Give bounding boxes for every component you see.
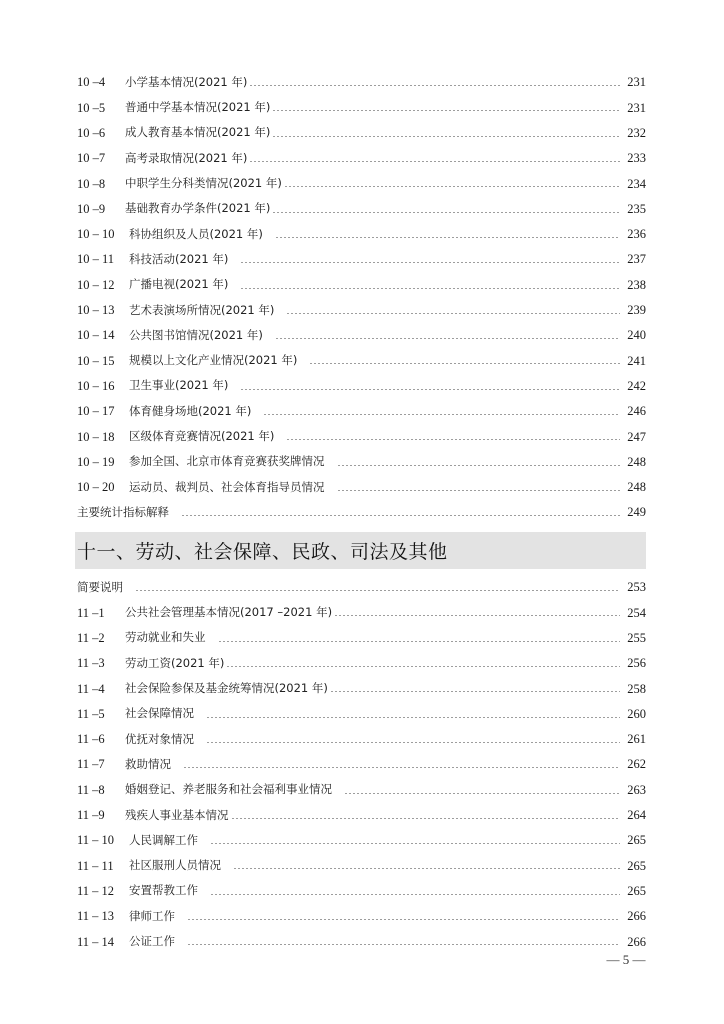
toc-entry[interactable] — [77, 676, 646, 701]
dot-leader — [263, 414, 620, 415]
toc-entry[interactable] — [77, 904, 646, 929]
toc-entry[interactable] — [77, 222, 646, 247]
entry-page: 255 — [627, 630, 646, 645]
entry-title: 残疾人事业基本情况 — [125, 807, 229, 822]
dot-leader — [275, 237, 620, 238]
toc-entry[interactable] — [77, 424, 646, 449]
entry-title: 基础教育办学条件(2021 年) — [125, 201, 271, 216]
entry-title: 安置帮教工作 — [129, 883, 198, 898]
toc-entry[interactable] — [77, 171, 646, 196]
toc-entry-appendix[interactable] — [77, 500, 646, 525]
dot-leader — [272, 110, 620, 111]
toc-entry[interactable] — [77, 777, 646, 802]
entry-title: 普通中学基本情况(2021 年) — [125, 100, 271, 115]
entry-number: 11 – 13 — [77, 909, 115, 924]
entry-page: 231 — [627, 100, 646, 115]
entry-page: 248 — [627, 454, 646, 469]
entry-number: 10 –7 — [77, 151, 106, 166]
entry-number: 11 –7 — [77, 757, 105, 772]
toc-entry[interactable] — [77, 374, 646, 399]
entry-title: 广播电视(2021 年) — [129, 277, 229, 292]
toc-entry[interactable] — [77, 272, 646, 297]
entry-number: 10 –6 — [77, 125, 106, 140]
entry-title: 公共图书馆情况(2021 年) — [129, 327, 263, 342]
dot-leader — [337, 465, 621, 466]
entry-number: 10 – 15 — [77, 353, 115, 368]
entry-number: 11 –2 — [77, 630, 105, 645]
dot-leader — [231, 818, 621, 819]
entry-title: 区级体育竞赛情况(2021 年) — [129, 429, 275, 444]
toc-entry[interactable] — [77, 146, 646, 171]
dot-leader — [181, 515, 620, 516]
entry-title: 卫生事业(2021 年) — [129, 378, 229, 393]
toc-entry[interactable] — [77, 828, 646, 853]
dot-leader — [249, 161, 620, 162]
dot-leader — [210, 894, 620, 895]
toc-entry[interactable] — [77, 651, 646, 676]
entry-number: 11 – 14 — [77, 934, 115, 949]
entry-number: 10 – 10 — [77, 227, 115, 242]
entry-page: 265 — [627, 833, 646, 848]
entry-page: 238 — [627, 277, 646, 292]
dot-leader — [218, 641, 621, 642]
entry-page: 236 — [627, 227, 646, 242]
section-heading-banner — [75, 532, 646, 569]
entry-page: 266 — [627, 934, 646, 949]
dot-leader — [272, 136, 620, 137]
entry-page: 265 — [627, 883, 646, 898]
toc-entry[interactable] — [77, 298, 646, 323]
entry-title: 体育健身场地(2021 年) — [129, 403, 252, 418]
dot-leader — [206, 717, 620, 718]
entry-title: 婚姻登记、养老服务和社会福利事业情况 — [125, 782, 332, 797]
entry-title: 人民调解工作 — [129, 832, 198, 847]
dot-leader — [309, 363, 620, 364]
toc-entry[interactable] — [77, 348, 646, 373]
entry-title: 科协组织及人员(2021 年) — [129, 226, 263, 241]
entry-title: 艺术表演场所情况(2021 年) — [129, 302, 275, 317]
entry-number: 10 –9 — [77, 201, 106, 216]
toc-entry[interactable] — [77, 626, 646, 651]
entry-title: 社会保障情况 — [125, 706, 194, 721]
dot-leader — [233, 868, 620, 869]
entry-page: 256 — [627, 656, 646, 671]
entry-page: 237 — [627, 252, 646, 267]
entry-title: 社会保险参保及基金统筹情况(2021 年) — [125, 681, 328, 696]
entry-page: 254 — [627, 605, 646, 620]
entry-page: 247 — [627, 429, 646, 444]
toc-entry[interactable] — [77, 752, 646, 777]
entry-number: 10 –5 — [77, 100, 106, 115]
toc-entry[interactable] — [77, 196, 646, 221]
entry-title: 中职学生分科类情况(2021 年) — [125, 176, 282, 191]
toc-entry[interactable] — [77, 323, 646, 348]
entry-title: 高考录取情况(2021 年) — [125, 150, 248, 165]
entry-number: 10 – 18 — [77, 429, 115, 444]
entry-title: 运动员、裁判员、社会体育指导员情况 — [129, 479, 325, 494]
dot-leader — [337, 490, 621, 491]
entry-title: 律师工作 — [129, 908, 175, 923]
entry-title: 主要统计指标解释 — [77, 504, 169, 519]
dot-leader — [286, 313, 620, 314]
dot-leader — [210, 843, 620, 844]
entry-page: 260 — [627, 706, 646, 721]
toc-entry[interactable] — [77, 879, 646, 904]
entry-page: 253 — [627, 580, 646, 595]
entry-number: 11 –1 — [77, 605, 105, 620]
entry-title: 科技活动(2021 年) — [129, 251, 229, 266]
toc-section-11 — [77, 575, 646, 954]
entry-number: 11 –4 — [77, 681, 105, 696]
entry-page: 258 — [627, 681, 646, 696]
dot-leader — [330, 691, 620, 692]
entry-title: 优抚对象情况 — [125, 731, 194, 746]
entry-number: 11 – 11 — [77, 858, 114, 873]
toc-entry[interactable] — [77, 853, 646, 878]
entry-number: 10 – 12 — [77, 277, 115, 292]
entry-title: 简要说明 — [77, 579, 123, 594]
entry-page: 240 — [627, 328, 646, 343]
entry-title: 公共社会管理基本情况(2017 –2021 年) — [125, 605, 333, 620]
entry-title: 救助情况 — [125, 756, 171, 771]
dot-leader — [344, 793, 620, 794]
entry-page: 248 — [627, 480, 646, 495]
dot-leader — [249, 85, 620, 86]
toc-entry[interactable] — [77, 929, 646, 954]
entry-title: 公证工作 — [129, 934, 175, 949]
entry-title: 劳动工资(2021 年) — [125, 655, 225, 670]
entry-page: 233 — [627, 151, 646, 166]
entry-number: 10 – 11 — [77, 252, 115, 267]
entry-number: 10 – 20 — [77, 480, 115, 495]
dot-leader — [187, 919, 620, 920]
toc-entry[interactable] — [77, 95, 646, 120]
dot-leader — [226, 666, 620, 667]
toc-entry[interactable] — [77, 727, 646, 752]
entry-page: 264 — [627, 808, 646, 823]
entry-page: 239 — [627, 303, 646, 318]
entry-title: 劳动就业和失业 — [125, 630, 206, 645]
entry-number: 11 –5 — [77, 706, 105, 721]
entry-number: 11 –8 — [77, 782, 105, 797]
entry-page: 263 — [627, 782, 646, 797]
entry-number: 11 – 10 — [77, 833, 115, 848]
entry-page: 249 — [627, 505, 646, 520]
entry-page: 261 — [627, 732, 646, 747]
entry-number: 11 –3 — [77, 656, 105, 671]
dot-leader — [275, 338, 620, 339]
toc-entry[interactable] — [77, 121, 646, 146]
entry-page: 232 — [627, 125, 646, 140]
toc-entry[interactable] — [77, 475, 646, 500]
entry-page: 265 — [627, 858, 646, 873]
toc-entry[interactable] — [77, 247, 646, 272]
entry-title: 成人教育基本情况(2021 年) — [125, 125, 271, 140]
dot-leader — [240, 288, 620, 289]
entry-number: 11 – 12 — [77, 883, 115, 898]
entry-number: 10 – 14 — [77, 328, 115, 343]
dot-leader — [187, 944, 620, 945]
toc-entry[interactable] — [77, 803, 646, 828]
entry-title: 小学基本情况(2021 年) — [125, 74, 248, 89]
entry-number: 11 –6 — [77, 732, 105, 747]
entry-number: 10 – 13 — [77, 303, 115, 318]
dot-leader — [240, 262, 620, 263]
entry-page: 246 — [627, 404, 646, 419]
entry-number: 10 – 17 — [77, 404, 115, 419]
toc-entry[interactable] — [77, 701, 646, 726]
entry-page: 266 — [627, 909, 646, 924]
entry-page: 262 — [627, 757, 646, 772]
dot-leader — [183, 767, 620, 768]
dot-leader — [284, 186, 620, 187]
dot-leader — [272, 212, 620, 213]
dot-leader — [286, 439, 620, 440]
section-heading: 十一、劳动、社会保障、民政、司法及其他 — [77, 541, 448, 563]
entry-title: 社区服刑人员情况 — [129, 858, 221, 873]
entry-page: 242 — [627, 378, 646, 393]
toc-entry[interactable] — [77, 399, 646, 424]
dot-leader — [135, 590, 620, 591]
entry-page: 231 — [627, 75, 646, 90]
entry-number: 10 –4 — [77, 75, 106, 90]
dot-leader — [334, 615, 620, 616]
entry-title: 参加全国、北京市体育竞赛获奖牌情况 — [129, 454, 325, 469]
toc-section-10 — [77, 70, 646, 525]
dot-leader — [240, 389, 620, 390]
toc-entry[interactable] — [77, 600, 646, 625]
entry-number: 11 –9 — [77, 808, 105, 823]
toc-entry-intro[interactable] — [77, 575, 646, 600]
dot-leader — [206, 742, 620, 743]
entry-page: 234 — [627, 176, 646, 191]
entry-number: 10 – 19 — [77, 454, 115, 469]
entry-title: 规模以上文化产业情况(2021 年) — [129, 353, 298, 368]
entry-number: 10 –8 — [77, 176, 106, 191]
entry-page: 241 — [627, 353, 646, 368]
entry-number: 10 – 16 — [77, 378, 115, 393]
toc-entry[interactable] — [77, 70, 646, 95]
entry-page: 235 — [627, 201, 646, 216]
page-footer-number: — 5 — — [606, 952, 646, 967]
toc-entry[interactable] — [77, 449, 646, 474]
